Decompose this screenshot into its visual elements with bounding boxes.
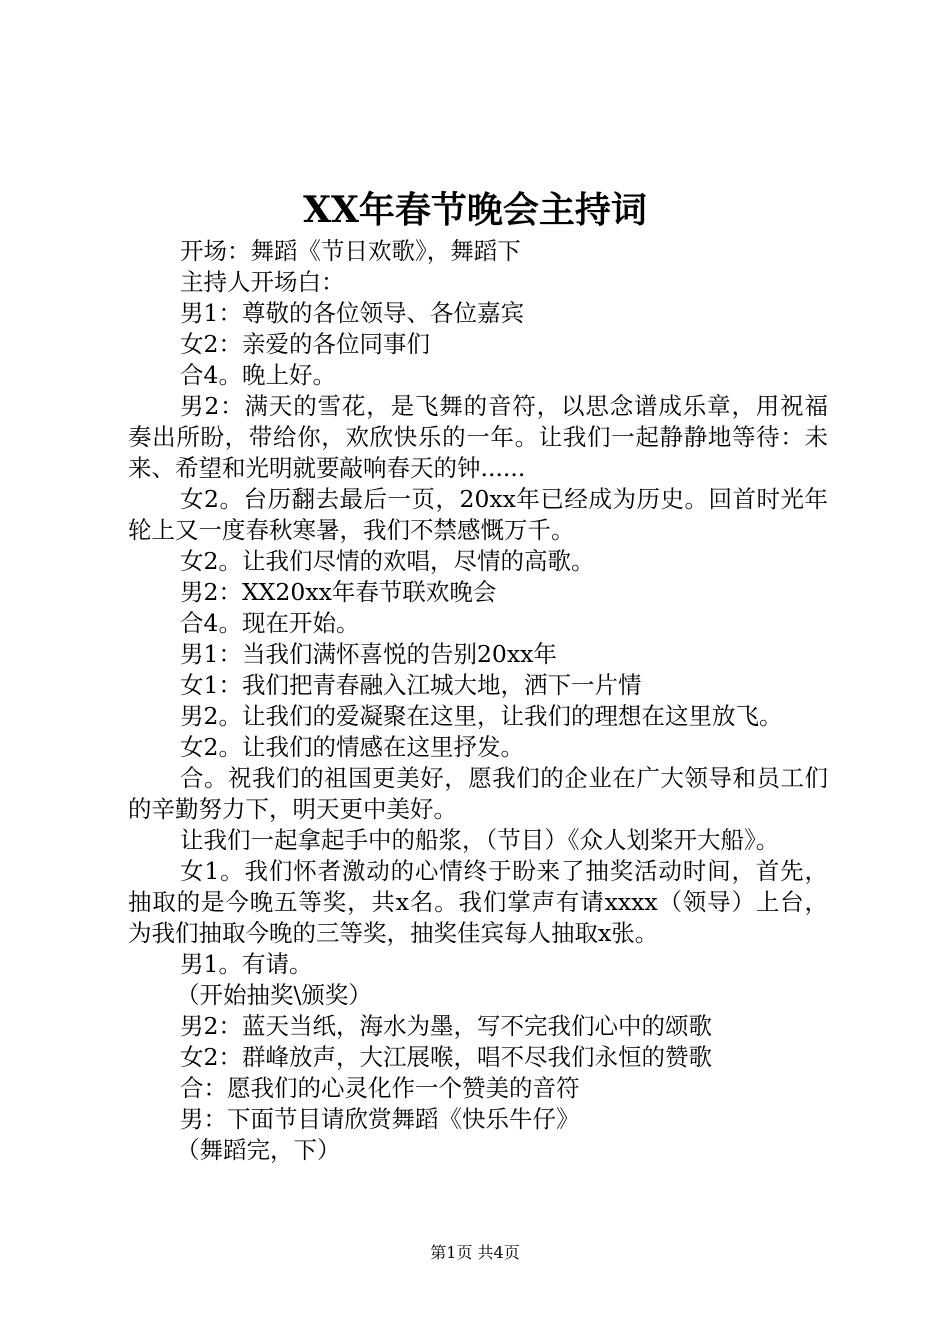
paragraph: 让我们一起拿起手中的船浆，（节目）《众人划桨开大船》。 (180, 826, 780, 854)
paragraph: 女1：我们把青春融入江城大地，洒下一片情 (180, 671, 642, 699)
paragraph: 女1。我们怀者激动的心情终于盼来了抽奖活动时间，首先，抽取的是今晚五等奖，共x名。我们掌声有请xxxx（领导）上台，为我们抽取今晚的三等奖，抽奖佳宾每人抽取x张。 (128, 857, 828, 947)
paragraph: 合4。晚上好。 (180, 361, 336, 389)
paragraph: 主持人开场白： (180, 268, 345, 296)
paragraph: 男1。有请。 (180, 950, 313, 978)
paragraph: 女2。让我们尽情的欢唱，尽情的高歌。 (180, 547, 595, 575)
paragraph: 男1：当我们满怀喜悦的告别20xx年 (180, 640, 557, 668)
paragraph: 合。祝我们的祖国更美好，愿我们的企业在广大领导和员工们的辛勤努力下，明天更中美好。 (128, 764, 828, 823)
paragraph: 男2：满天的雪花，是飞舞的音符，以思念谱成乐章，用祝福奏出所盼，带给你，欢欣快乐的一年。让我们一起静静地等待：未来、希望和光明就要敲响春天的钟...... (128, 392, 828, 482)
paragraph: 合4。现在开始。 (180, 609, 360, 637)
paragraph: 合：愿我们的心灵化作一个赞美的音符 (180, 1074, 580, 1102)
paragraph: 男2：XX20xx年春节联欢晚会 (180, 578, 497, 606)
document-body (128, 236, 828, 1166)
paragraph: 男：下面节目请欣赏舞蹈《快乐牛仔》 (180, 1105, 580, 1133)
paragraph: （舞蹈完，下） (176, 1136, 341, 1164)
paragraph: 女2：群峰放声，大江展喉，唱不尽我们永恒的赞歌 (180, 1043, 712, 1071)
paragraph: 女2：亲爱的各位同事们 (180, 330, 430, 358)
paragraph: 女2。台历翻去最后一页，20xx年已经成为历史。回首时光年轮上又一度春秋寒暑，我们不禁感慨万千。 (128, 485, 828, 544)
paragraph: （开始抽奖\颁奖） (176, 981, 372, 1009)
page-title: XX年春节晚会主持词 (303, 189, 647, 231)
paragraph: 男2：蓝天当纸，海水为墨，写不完我们心中的颂歌 (180, 1012, 712, 1040)
paragraph: 开场：舞蹈《节日欢歌》，舞蹈下 (180, 237, 521, 265)
paragraph: 男2。让我们的爱凝聚在这里，让我们的理想在这里放飞。 (180, 702, 783, 730)
paragraph: 男1：尊敬的各位领导、各位嘉宾 (180, 299, 524, 327)
page-footer: 第1页 共4页 (430, 1243, 520, 1262)
paragraph: 女2。让我们的情感在这里抒发。 (180, 733, 524, 761)
